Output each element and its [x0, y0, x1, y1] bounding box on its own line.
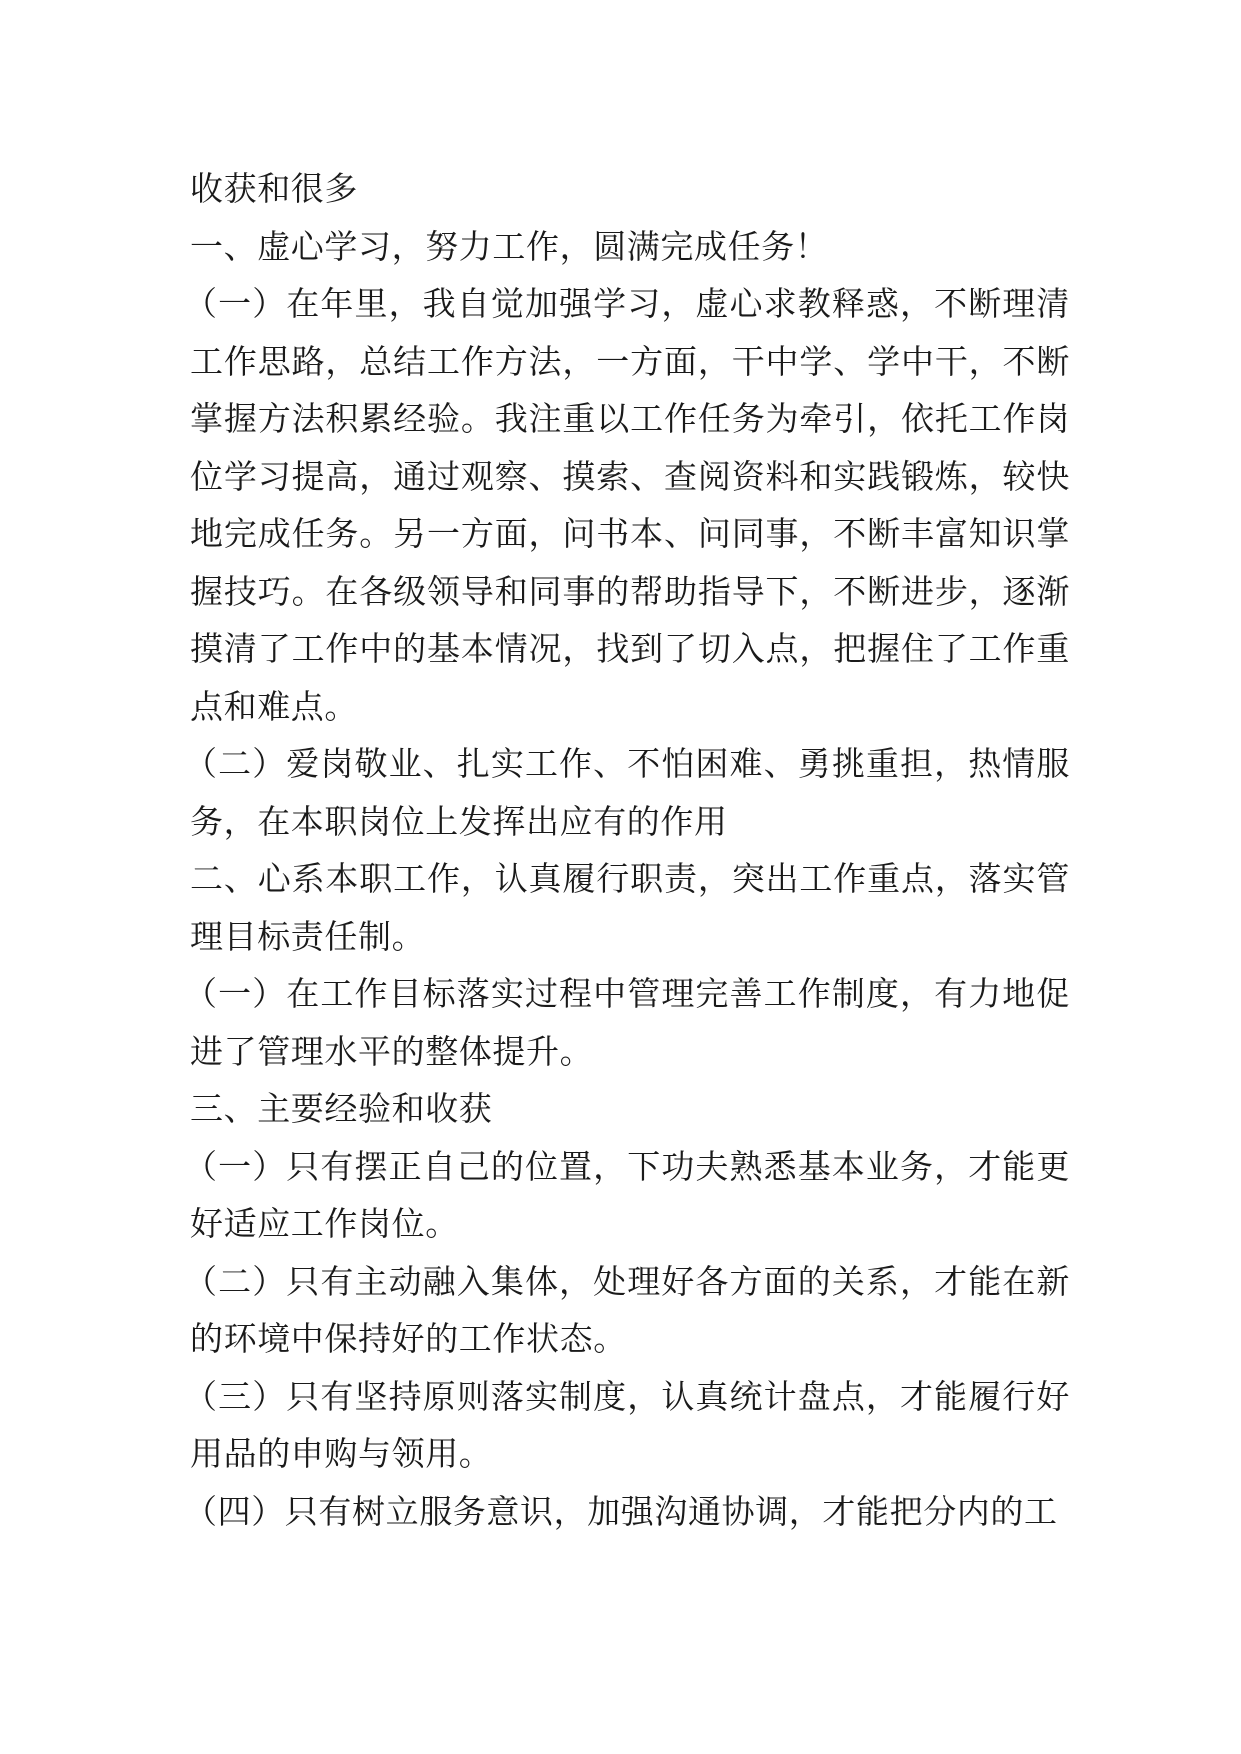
paragraph-3-4: （四）只有树立服务意识，加强沟通协调，才能把分内的工 — [184, 1491, 1058, 1531]
paragraph-heading-harvest: 收获和很多 — [190, 169, 358, 208]
paragraph-3-3: （三）只有坚持原则落实制度，认真统计盘点，才能履行好用品的申购与领用。 — [184, 1376, 1070, 1473]
section-heading-1: 一、虚心学习，努力工作，圆满完成任务！ — [190, 226, 829, 266]
paragraph-3-1: （一）只有摆正自己的位置，下功夫熟悉基本业务，才能更好适应工作岗位。 — [184, 1146, 1070, 1243]
document-body — [184, 160, 1070, 1540]
paragraph-1-2: （二）爱岗敬业、扎实工作、不怕困难、勇挑重担，热情服务，在本职岗位上发挥出应有的作用 — [184, 744, 1070, 841]
paragraph-3-2: （二）只有主动融入集体，处理好各方面的关系，才能在新的环境中保持好的工作状态。 — [184, 1261, 1070, 1358]
paragraph-2-1: （一）在工作目标落实过程中管理完善工作制度，有力地促进了管理水平的整体提升。 — [184, 974, 1070, 1071]
paragraph-1-1: （一）在年里，我自觉加强学习，虚心求教释惑，不断理清工作思路，总结工作方法，一方面，干中学、学中干，不断掌握方法积累经验。我注重以工作任务为牵引，依托工作岗位学习提高，通过观察、摸索、查阅资料和实践锻炼，较快地完成任务。另一方面，问书本、问同事，不断丰富知识掌握技巧。在各级领导和同事的帮助指导下，不断进步，逐渐摸清了工作中的基本情况，找到了切入点，把握住了工作重点和难点。 — [184, 284, 1070, 726]
section-heading-2: 二、心系本职工作，认真履行职责，突出工作重点，落实管理目标责任制。 — [190, 859, 1070, 956]
section-heading-3: 三、主要经验和收获 — [190, 1089, 493, 1128]
